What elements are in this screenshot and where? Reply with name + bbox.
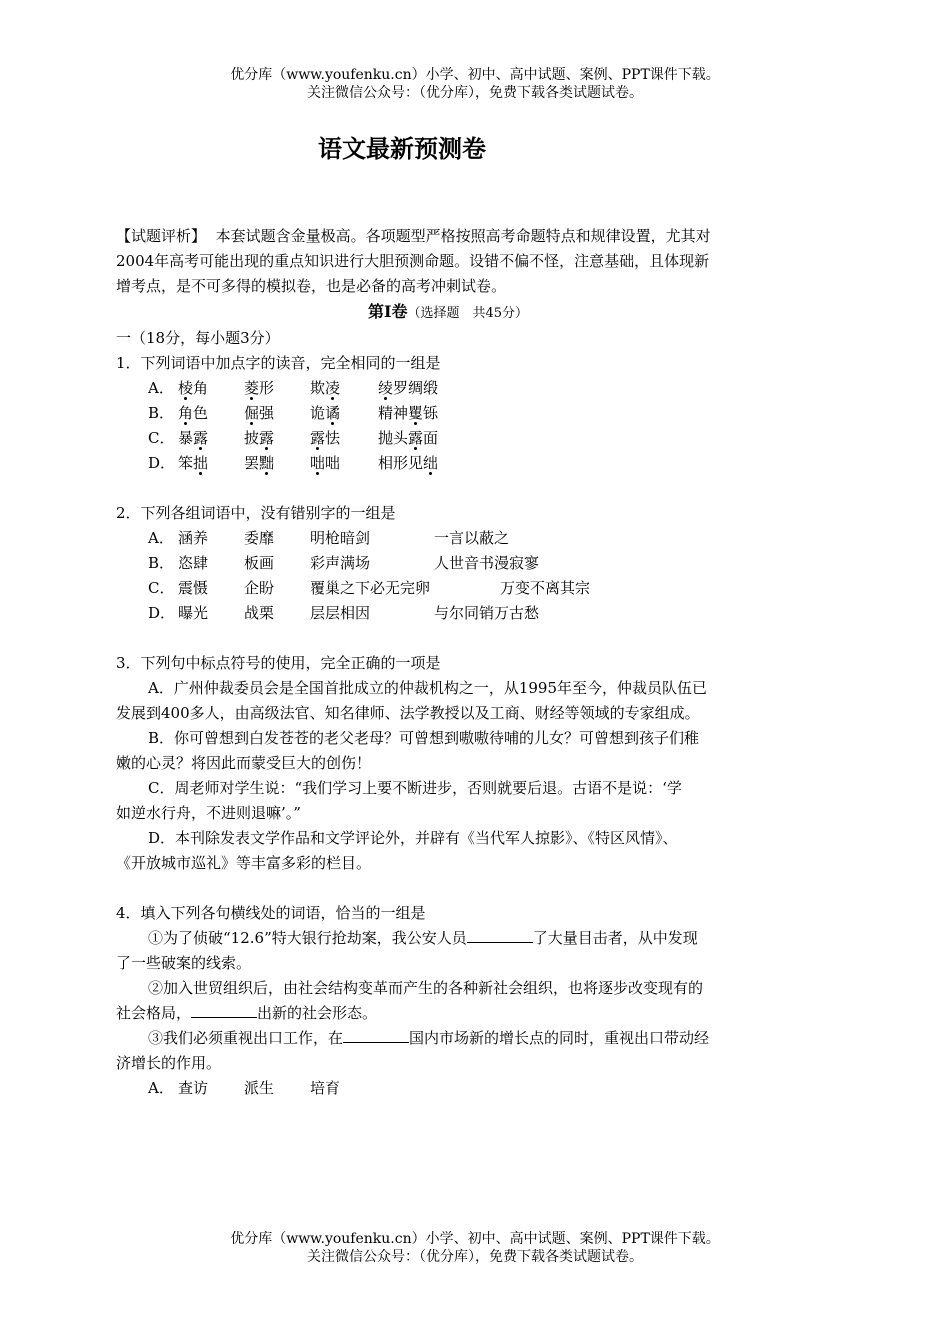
fill-blank <box>191 1003 257 1018</box>
intro-line-2: 2004年高考可能出现的重点知识进行大胆预测命题。设错不偏不怪，注意基础，且体现新 <box>116 252 710 270</box>
question-4-sentence-3-cont: 济增长的作用。 <box>116 1054 222 1072</box>
juan-note: （选择题 共45分） <box>407 306 529 321</box>
question-1-options <box>116 376 780 476</box>
dotted-char: 咄 <box>310 454 326 472</box>
footer-line-2: 关注微信公众号：（优分库），免费下载各类试题试卷。 <box>307 1249 643 1265</box>
dotted-char: 谲 <box>325 404 341 422</box>
question-4-stem: 4．填入下列各句横线处的词语，恰当的一组是 <box>116 904 426 922</box>
question-4-sentence-1: ①为了侦破“12.6”特大银行抢劫案，我公安人员 了大量目击者，从中发现 <box>148 929 698 947</box>
dotted-char: 拙 <box>193 454 209 472</box>
section-heading <box>116 299 780 326</box>
question-1-stem: 1．下列词语中加点字的读音，完全相同的一组是 <box>116 354 441 372</box>
page-header <box>0 66 950 102</box>
question-4-sentence-3: ③我们必须重视出口工作，在 国内市场新的增长点的同时，重视出口带动经 <box>148 1029 710 1047</box>
question-3-option-d-cont: 《开放城市巡礼》等丰富多彩的栏目。 <box>116 854 372 872</box>
question-4-sentence-2: ②加入世贸组织后，由社会结构变革而产生的各种新社会组织，也将逐步改变现有的 <box>148 979 704 997</box>
question-4-sentence-2-cont: 社会格局， 出新的社会形态。 <box>116 1004 378 1022</box>
dotted-char: 黜 <box>259 454 275 472</box>
fill-blank <box>467 928 533 943</box>
question-1-option: A． 棱角 菱形 欺凌 绫罗绸缎 <box>148 379 439 397</box>
question-2-stem: 2．下列各组词语中，没有错别字的一组是 <box>116 504 396 522</box>
page-title: 语文最新预测卷 <box>318 135 486 163</box>
dotted-char: 菱 <box>244 379 260 397</box>
dotted-char: 角 <box>178 404 194 422</box>
question-2-option: B． 恣肆 板画 彩声满场 人世音书漫寂寥 <box>148 554 540 572</box>
intro-line-1: 【试题评析】 本套试题含金量极高。各项题型严格按照高考命题特点和规律设置，尤其对 <box>116 227 711 245</box>
question-2-option: D． 曝光 战栗 层层相因 与尔同销万古愁 <box>148 604 540 622</box>
dotted-char: 倔 <box>244 404 260 422</box>
header-line-1: 优分库（www.youfenku.cn）小学、初中、高中试题、案例、PPT课件下载。 <box>230 67 720 83</box>
intro-tag: 【试题评析】 <box>116 227 207 245</box>
question-3-option-b: B．你可曾想到白发苍苍的老父老母？可曾想到嗷嗷待哺的儿女？可曾想到孩子们稚 <box>148 729 700 747</box>
question-1-option: C． 暴露 披露 露怯 抛头露面 <box>148 429 439 447</box>
intro-line-3: 增考点，是不可多得的模拟卷，也是必备的高考冲刺试卷。 <box>116 277 507 295</box>
dotted-char: 棱 <box>178 379 194 397</box>
dotted-char: 绌 <box>423 454 439 472</box>
header-line-2: 关注微信公众号：（优分库），免费下载各类试题试卷。 <box>307 85 643 101</box>
question-1-option: B． 角色 倔强 诡谲 精神矍铄 <box>148 404 439 422</box>
question-4-option-a: A． 查访 派生 培育 <box>148 1079 341 1097</box>
dotted-char: 露 <box>408 429 424 447</box>
question-3-option-a: A．广州仲裁委员会是全国首批成立的仲裁机构之一，从1995年至今，仲裁员队伍已 <box>148 679 708 697</box>
dotted-char: 绫 <box>378 379 394 397</box>
juan-label: 第Ⅰ卷 <box>367 302 408 321</box>
footer-line-1: 优分库（www.youfenku.cn）小学、初中、高中试题、案例、PPT课件下载。 <box>230 1231 720 1247</box>
fill-blank <box>343 1028 409 1043</box>
page-footer <box>0 1230 950 1266</box>
dotted-char: 露 <box>310 429 326 447</box>
question-3-option-c-cont: 如逆水行舟，不进则退嘛’。” <box>116 804 301 822</box>
question-3-option-b-cont: 嫩的心灵？将因此而蒙受巨大的创伤！ <box>116 754 372 772</box>
dotted-char: 凌 <box>325 379 341 397</box>
question-1-option: D． 笨拙 罢黜 咄咄 相形见绌 <box>148 454 439 472</box>
question-3-option-d: D．本刊除发表文学作品和文学评论外，并辟有《当代军人掠影》、《特区风情》、 <box>148 829 678 847</box>
question-3-stem: 3．下列句中标点符号的使用，完全正确的一项是 <box>116 654 441 672</box>
part-one-heading: 一（18分，每小题3分） <box>116 329 280 347</box>
question-2-option: A． 涵养 委靡 明枪暗剑 一言以蔽之 <box>148 529 510 547</box>
question-2-option: C． 震慑 企盼 覆巢之下必无完卵 万变不离其宗 <box>148 579 591 597</box>
question-3-option-a-cont: 发展到400多人，由高级法官、知名律师、法学教授以及工商、财经等领域的专家组成。 <box>116 704 700 722</box>
document-body <box>116 224 780 1101</box>
dotted-char: 露 <box>193 429 209 447</box>
dotted-char: 矍 <box>408 404 424 422</box>
question-3-option-c: C．周老师对学生说：“我们学习上要不断进步，否则就要后退。古语不是说：‘学 <box>148 779 682 797</box>
dotted-char: 露 <box>259 429 275 447</box>
question-4-sentence-1-cont: 了一些破案的线索。 <box>116 954 252 972</box>
